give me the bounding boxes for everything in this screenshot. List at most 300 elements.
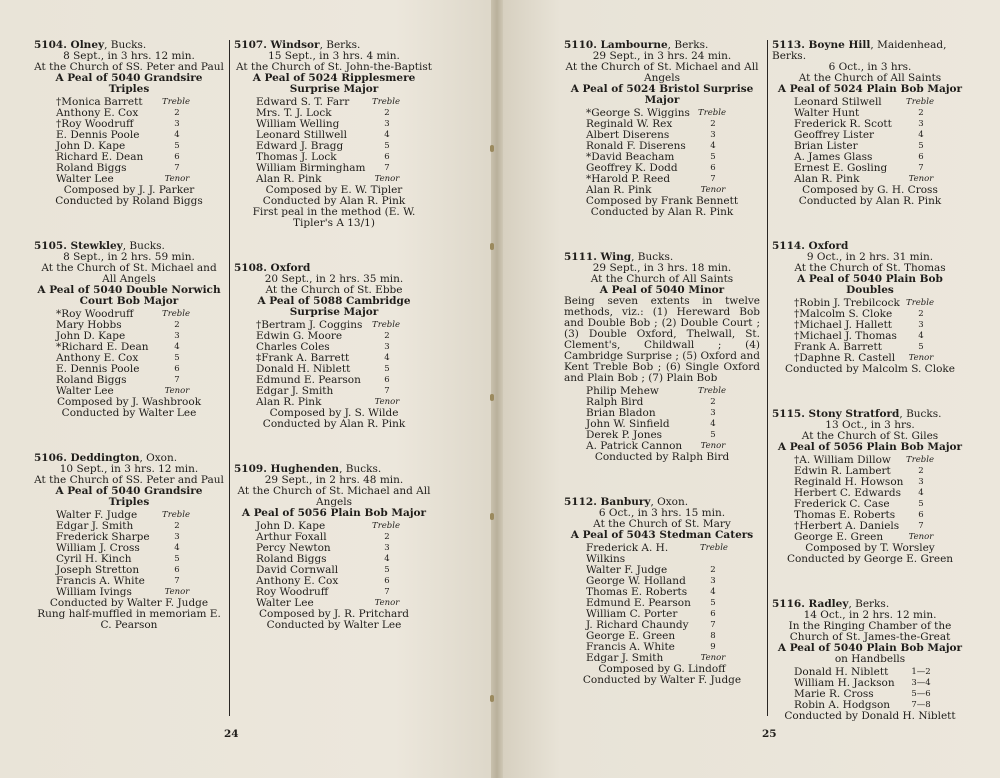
bell-number: 7 xyxy=(174,375,180,385)
bell-number: Treble xyxy=(162,309,190,319)
ringer-name: Frederick Sharpe xyxy=(56,531,150,543)
bell-number: 5 xyxy=(918,141,924,151)
peal-number: 5116. xyxy=(772,598,805,610)
ringer-name: Anthony E. Cox xyxy=(256,575,339,587)
bell-number: 4 xyxy=(174,130,180,140)
peal-church: At the Church of St. Thomas xyxy=(794,262,946,274)
bell-number: 4 xyxy=(918,130,924,140)
peal-note: Composed by J. J. Parker xyxy=(63,184,195,196)
bell-number: Tenor xyxy=(374,598,400,608)
peal-church: At the Church of St. Michael and All Angels xyxy=(565,61,759,84)
binding-stitch xyxy=(490,243,494,250)
ringer-name: *David Beacham xyxy=(586,151,675,163)
peal-county: , Bucks. xyxy=(339,463,382,475)
bell-number: 5 xyxy=(710,152,716,162)
peal-place: Oxford xyxy=(270,262,311,274)
bell-number: 7 xyxy=(710,620,716,630)
peal-entry xyxy=(772,40,968,207)
ringer-name: Walter F. Judge xyxy=(56,509,138,521)
bell-number: 6 xyxy=(710,163,716,173)
bell-number: Treble xyxy=(700,543,728,553)
peal-note: Composed by J. S. Wilde xyxy=(269,407,399,419)
peal-title: A Peal of 5040 Plain Bob Major xyxy=(777,642,963,654)
peal-heading xyxy=(772,40,968,62)
peal-entry xyxy=(564,497,760,686)
bell-number: 7 xyxy=(918,163,924,173)
right-page-column-2 xyxy=(772,40,968,756)
peal-date: 29 Sept., in 2 hrs. 48 min. xyxy=(264,474,404,486)
peal-note: Composed by G. H. Cross xyxy=(802,184,938,196)
peal-church: At the Church of St. Mary xyxy=(593,518,731,530)
peal-church: At the Church of All Saints xyxy=(798,72,942,84)
peal-date: 8 Sept., in 3 hrs. 12 min. xyxy=(63,50,195,62)
ringer-name: Walter Lee xyxy=(256,597,314,609)
ringer-name: Reginald H. Howson xyxy=(794,476,904,488)
ringer-name: Philip Mehew xyxy=(586,385,659,397)
column-rule xyxy=(229,40,230,716)
bell-number: 3 xyxy=(174,119,180,129)
ringer-list xyxy=(772,298,968,364)
ringer-name: Leonard Stillwell xyxy=(256,129,348,141)
right-page-column-1 xyxy=(564,40,760,720)
ringer-name: Ronald F. Diserens xyxy=(586,140,686,152)
bell-number: 5 xyxy=(384,141,390,151)
bell-number: 2 xyxy=(918,466,924,476)
ringer-name: Thomas E. Roberts xyxy=(586,586,688,598)
peal-date: 6 Oct., in 3 hrs. xyxy=(828,61,912,73)
bell-number: 4 xyxy=(384,353,390,363)
bell-number: 2 xyxy=(174,320,180,330)
ringer-name: *Richard E. Dean xyxy=(56,341,149,353)
ringer-name: Walter F. Judge xyxy=(586,564,668,576)
peal-place: Banbury xyxy=(600,496,651,508)
bell-number: 5 xyxy=(710,430,716,440)
bell-number: 5 xyxy=(710,598,716,608)
bell-number: 2 xyxy=(384,331,390,341)
bell-number: 5—6 xyxy=(911,689,931,699)
ringer-name: Ernest E. Gosling xyxy=(794,162,888,174)
ringer-list xyxy=(772,455,968,543)
bell-number: 4 xyxy=(710,419,716,429)
ringer-name: †Roy Woodruff xyxy=(56,118,134,130)
bell-number: Tenor xyxy=(164,174,190,184)
bell-number: 6 xyxy=(174,364,180,374)
ringer-name: A. Patrick Cannon xyxy=(586,440,683,452)
ringer-name: Francis A. White xyxy=(56,575,145,587)
peal-note: Conducted by Donald H. Niblett xyxy=(784,710,956,722)
ringer-name: Ralph Bird xyxy=(586,396,644,408)
peal-county: , Bucks. xyxy=(899,408,942,420)
ringer-name: Edmund E. Pearson xyxy=(586,597,691,609)
ringer-row xyxy=(564,543,760,565)
bell-number: Tenor xyxy=(374,397,400,407)
ringer-name: †Robin J. Trebilcock xyxy=(794,297,900,309)
ringer-name: Mrs. T. J. Lock xyxy=(256,107,332,119)
peal-note: Conducted by Walter Lee xyxy=(266,619,402,631)
ringer-list xyxy=(234,521,434,609)
peal-county: , Berks. xyxy=(667,39,709,51)
peal-number: 5113. xyxy=(772,39,805,51)
peal-church: At the Church of All Saints xyxy=(590,273,734,285)
ringer-name: William C. Porter xyxy=(586,608,678,620)
bell-number: 2 xyxy=(384,108,390,118)
ringer-name: John D. Kape xyxy=(56,330,126,342)
ringer-name: Frederick C. Case xyxy=(794,498,890,510)
bell-number: Treble xyxy=(698,108,726,118)
bell-number: 3 xyxy=(384,342,390,352)
ringer-name: Edmund E. Pearson xyxy=(256,374,361,386)
bell-number: 7 xyxy=(174,576,180,586)
peal-county: , Berks. xyxy=(848,598,890,610)
peal-date: 8 Sept., in 2 hrs. 59 min. xyxy=(63,251,195,263)
ringer-name: Frederick A. H. Wilkins xyxy=(586,542,669,565)
bell-number: 6 xyxy=(710,609,716,619)
ringer-name: Walter Lee xyxy=(56,173,114,185)
ringer-name: Roy Woodruff xyxy=(256,586,329,598)
ringer-name: William J. Cross xyxy=(56,542,140,554)
peal-note: Conducted by Alan R. Pink xyxy=(798,195,942,207)
ringer-name: Marie R. Cross xyxy=(794,688,874,700)
peal-place: Stony Stratford xyxy=(808,408,900,420)
ringer-name: Joseph Stretton xyxy=(56,564,140,576)
ringer-name: John W. Sinfield xyxy=(586,418,670,430)
peal-place: Lambourne xyxy=(600,39,668,51)
bell-number: 6 xyxy=(918,510,924,520)
binding-stitch xyxy=(490,695,494,702)
bell-number: Treble xyxy=(906,97,934,107)
bell-number: 7 xyxy=(174,163,180,173)
peal-county: , Berks. xyxy=(319,39,361,51)
bell-number: 5 xyxy=(384,364,390,374)
bell-number: Treble xyxy=(698,386,726,396)
ringer-name: Francis A. White xyxy=(586,641,675,653)
bell-number: 6 xyxy=(918,152,924,162)
ringer-list xyxy=(772,667,968,711)
peal-entry xyxy=(234,40,434,229)
ringer-name: William Birmingham xyxy=(256,162,366,174)
bell-number: 7 xyxy=(384,587,390,597)
ringer-name: †Daphne R. Castell xyxy=(794,352,896,364)
peal-entry xyxy=(34,241,224,419)
bell-number: 5 xyxy=(918,499,924,509)
peal-note: Composed by E. W. Tipler xyxy=(265,184,403,196)
ringer-name: Anthony E. Cox xyxy=(56,107,139,119)
peal-note: Conducted by Walter Lee xyxy=(61,407,197,419)
ringer-name: Roland Biggs xyxy=(256,553,327,565)
bell-number: 7 xyxy=(384,386,390,396)
peal-church: At the Church of SS. Peter and Paul xyxy=(34,474,224,486)
bell-number: 3 xyxy=(710,576,716,586)
ringer-name: George E. Green xyxy=(586,630,676,642)
peal-number: 5109. xyxy=(234,463,267,475)
peal-title: A Peal of 5040 Grandsire Triples xyxy=(55,485,203,508)
ringer-name: J. Richard Chaundy xyxy=(586,619,689,631)
ringer-name: John D. Kape xyxy=(56,140,126,152)
peal-number: 5115. xyxy=(772,408,805,420)
bell-number: 6 xyxy=(384,375,390,385)
bell-number: 5 xyxy=(174,141,180,151)
bell-number: Treble xyxy=(162,510,190,520)
ringer-name: Roland Biggs xyxy=(56,374,127,386)
ringer-name: Edwin R. Lambert xyxy=(794,465,891,477)
ringer-name: †Malcolm S. Cloke xyxy=(794,308,893,320)
peal-county: , Bucks. xyxy=(104,39,147,51)
ringer-name: Percy Newton xyxy=(256,542,331,554)
bell-number: 3 xyxy=(384,543,390,553)
peal-title: A Peal of 5024 Plain Bob Major xyxy=(777,83,963,95)
bell-number: 2 xyxy=(384,532,390,542)
ringer-list xyxy=(772,97,968,185)
ringer-name: Geoffrey K. Dodd xyxy=(586,162,678,174)
peal-entry xyxy=(34,453,224,631)
peal-place: Windsor xyxy=(270,39,320,51)
ringer-name: Cyril H. Kinch xyxy=(56,553,132,565)
ringer-name: A. James Glass xyxy=(794,151,873,163)
ringer-name: Charles Coles xyxy=(256,341,330,353)
peal-date: 29 Sept., in 3 hrs. 24 min. xyxy=(592,50,732,62)
peal-number: 5112. xyxy=(564,496,597,508)
bell-number: 9 xyxy=(710,642,716,652)
peal-place: Olney xyxy=(70,39,105,51)
bell-number: 2 xyxy=(174,108,180,118)
peal-number: 5114. xyxy=(772,240,805,252)
bell-number: 3—4 xyxy=(911,678,931,688)
bell-number: 3 xyxy=(918,119,924,129)
bell-number: Tenor xyxy=(700,441,726,451)
ringer-name: Brian Bladon xyxy=(586,407,656,419)
peal-date: 10 Sept., in 3 hrs. 12 min. xyxy=(59,463,199,475)
left-page-column-2 xyxy=(234,40,434,665)
bell-number: 3 xyxy=(918,477,924,487)
book-gutter xyxy=(491,0,503,778)
ringer-name: Edwin G. Moore xyxy=(256,330,343,342)
ringer-name: Roland Biggs xyxy=(56,162,127,174)
peal-note: Conducted by Roland Biggs xyxy=(55,195,203,207)
peal-note: Composed by J. Washbrook xyxy=(56,396,202,408)
peal-note: Conducted by Walter F. Judge xyxy=(582,674,742,686)
peal-note: Conducted by Malcolm S. Cloke xyxy=(785,363,955,375)
bell-number: 7 xyxy=(710,174,716,184)
ringer-name: ‡Frank A. Barrett xyxy=(256,352,350,364)
ringer-name: Alan R. Pink xyxy=(794,173,860,185)
ringer-name: †Michael J. Thomas xyxy=(794,330,897,342)
bell-number: Tenor xyxy=(908,532,934,542)
ringer-name: Brian Lister xyxy=(794,140,858,152)
bell-number: 7 xyxy=(384,163,390,173)
ringer-name: Robin A. Hodgson xyxy=(794,699,891,711)
ringer-name: Thomas J. Lock xyxy=(256,151,337,163)
bell-number: 3 xyxy=(710,408,716,418)
peal-note: Conducted by George E. Green xyxy=(786,553,954,565)
page-number-right: 25 xyxy=(762,728,777,740)
peal-number: 5111. xyxy=(564,251,597,263)
ringer-name: †Bertram J. Coggins xyxy=(256,319,363,331)
peal-date: 9 Oct., in 2 hrs. 31 min. xyxy=(806,251,934,263)
peal-place: Boyne Hill xyxy=(808,39,871,51)
peal-entry xyxy=(772,241,968,375)
bell-number: 4 xyxy=(710,587,716,597)
ringer-name: Albert Diserens xyxy=(586,129,670,141)
ringer-name: Walter Hunt xyxy=(794,107,860,119)
peal-note: Rung half-muffled in memoriam E. C. Pearson xyxy=(37,608,221,631)
peal-date: 20 Sept., in 2 hrs. 35 min. xyxy=(264,273,404,285)
bell-number: Treble xyxy=(372,320,400,330)
peal-place: Radley xyxy=(808,598,849,610)
peal-title: A Peal of 5043 Stedman Caters xyxy=(570,529,754,541)
peal-place: Stewkley xyxy=(70,240,123,252)
ringer-list xyxy=(234,320,434,408)
ringer-name: Alan R. Pink xyxy=(256,396,322,408)
peal-date: 14 Oct., in 2 hrs. 12 min. xyxy=(803,609,937,621)
ringer-name: George W. Holland xyxy=(586,575,686,587)
ringer-name: †Herbert A. Daniels xyxy=(794,520,900,532)
bell-number: 3 xyxy=(918,320,924,330)
peal-number: 5106. xyxy=(34,452,67,464)
bell-number: Tenor xyxy=(164,386,190,396)
bell-number: 6 xyxy=(174,565,180,575)
ringer-name: Reginald W. Rex xyxy=(586,118,673,130)
ringer-list xyxy=(34,97,224,185)
ringer-list xyxy=(234,97,434,185)
bell-number: 8 xyxy=(710,631,716,641)
bell-number: 4 xyxy=(918,331,924,341)
column-rule xyxy=(767,40,768,716)
peal-note: Composed by Frank Bennett xyxy=(585,195,739,207)
peal-church: At the Church of St. Ebbe xyxy=(265,284,403,296)
ringer-name: William Welling xyxy=(256,118,340,130)
bell-number: Tenor xyxy=(908,353,934,363)
peal-description: Being seven extents in twelve methods, viz.: (1) Hereward Bob and Double Bob ; (2) Double Court ; (3) Double Oxford, Thelwall, St. Clement's, Childwall ; (4) Cambridge Surprise ; (5) Oxford and Kent Treble Bob ; (6) Single Oxford and Plain Bob ; (7) Plain Bob xyxy=(564,295,761,384)
bell-number: 6 xyxy=(384,152,390,162)
ringer-name: Frank A. Barrett xyxy=(794,341,882,353)
page-number-left: 24 xyxy=(224,728,239,740)
ringer-name: E. Dennis Poole xyxy=(56,129,140,141)
bell-number: Tenor xyxy=(164,587,190,597)
ringer-name: Leonard Stilwell xyxy=(794,96,882,108)
peal-title: A Peal of 5056 Plain Bob Major xyxy=(241,507,427,519)
peal-county: , Bucks. xyxy=(122,240,165,252)
peal-number: 5105. xyxy=(34,240,67,252)
peal-entry xyxy=(564,40,760,218)
peal-place: Hughenden xyxy=(270,463,340,475)
ringer-list xyxy=(34,309,224,397)
peal-church: In the Ringing Chamber of the Church of St. James-the-Great xyxy=(788,620,952,643)
ringer-name: Edgar J. Smith xyxy=(586,652,664,664)
bell-number: 2 xyxy=(710,565,716,575)
bell-number: 4 xyxy=(710,141,716,151)
ringer-name: Alan R. Pink xyxy=(586,184,652,196)
ringer-name: Derek P. Jones xyxy=(586,429,663,441)
ringer-list xyxy=(34,510,224,598)
peal-county: , Oxon. xyxy=(650,496,689,508)
peal-note: First peal in the method (E. W. Tipler's A 13/1) xyxy=(252,206,416,229)
ringer-list xyxy=(564,543,760,664)
bell-number: 4 xyxy=(384,130,390,140)
peal-entry xyxy=(772,409,968,565)
peal-title: A Peal of 5040 Plain Bob Doubles xyxy=(797,273,943,296)
peal-county: , Bucks. xyxy=(631,251,674,263)
peal-number: 5110. xyxy=(564,39,597,51)
bell-number: 2 xyxy=(918,108,924,118)
peal-note: Conducted by Alan R. Pink xyxy=(590,206,734,218)
bell-number: 2 xyxy=(710,397,716,407)
peal-county: , Maidenhead, Berks. xyxy=(772,39,947,62)
ringer-list xyxy=(564,108,760,196)
ringer-name: Edward J. Bragg xyxy=(256,140,344,152)
peal-number: 5104. xyxy=(34,39,67,51)
bell-number: 1—2 xyxy=(911,667,931,677)
bell-number: 3 xyxy=(174,331,180,341)
peal-place: Wing xyxy=(600,251,632,263)
ringer-name: Richard E. Dean xyxy=(56,151,144,163)
bell-number: 4 xyxy=(384,554,390,564)
peal-church: At the Church of St. John-the-Baptist xyxy=(236,61,432,73)
peal-entry xyxy=(34,40,224,207)
ringer-name: Edgar J. Smith xyxy=(256,385,334,397)
bell-number: 4 xyxy=(174,342,180,352)
bell-number: 7—8 xyxy=(911,700,931,710)
peal-title: A Peal of 5024 Bristol Surprise Major xyxy=(570,83,754,106)
peal-date: 15 Sept., in 3 hrs. 4 min. xyxy=(268,50,400,62)
bell-number: Treble xyxy=(162,97,190,107)
peal-entry xyxy=(234,263,434,430)
bell-number: 4 xyxy=(174,543,180,553)
bell-number: Treble xyxy=(372,521,400,531)
ringer-name: *Harold P. Reed xyxy=(586,173,671,185)
ringer-name: †Michael J. Hallett xyxy=(794,319,893,331)
peal-date: 29 Sept., in 3 hrs. 18 min. xyxy=(592,262,732,274)
ringer-name: Alan R. Pink xyxy=(256,173,322,185)
bell-number: 3 xyxy=(384,119,390,129)
peal-entry xyxy=(772,599,968,722)
ringer-list xyxy=(564,386,760,452)
ringer-name: William H. Jackson xyxy=(794,677,895,689)
ringer-name: John D. Kape xyxy=(256,520,326,532)
ringer-name: Edgar J. Smith xyxy=(56,520,134,532)
peal-county: , Oxon. xyxy=(139,452,178,464)
peal-subtitle: on Handbells xyxy=(834,653,906,665)
ringer-name: *Roy Woodruff xyxy=(56,308,134,320)
ringer-name: E. Dennis Poole xyxy=(56,363,140,375)
peal-number: 5107. xyxy=(234,39,267,51)
bell-number: 6 xyxy=(384,576,390,586)
bell-number: Tenor xyxy=(908,174,934,184)
bell-number: 5 xyxy=(174,353,180,363)
bell-number: Treble xyxy=(372,97,400,107)
bell-number: Treble xyxy=(906,298,934,308)
bell-number: 6 xyxy=(174,152,180,162)
bell-number: Tenor xyxy=(374,174,400,184)
peal-note: Conducted by Walter F. Judge xyxy=(49,597,209,609)
bell-number: Tenor xyxy=(700,653,726,663)
ringer-name: Donald H. Niblett xyxy=(256,363,351,375)
peal-church: At the Church of St. Michael and All Angels xyxy=(41,262,217,285)
bell-number: 7 xyxy=(918,521,924,531)
ringer-name: †Monica Barrett xyxy=(56,96,143,108)
peal-church: At the Church of SS. Peter and Paul xyxy=(34,61,224,73)
left-page-column-1 xyxy=(34,40,224,665)
ringer-name: William Ivings xyxy=(56,586,132,598)
ringer-name: Walter Lee xyxy=(56,385,114,397)
ringer-name: †A. William Dillow xyxy=(794,454,891,466)
peal-number: 5108. xyxy=(234,262,267,274)
bell-number: 5 xyxy=(918,342,924,352)
bell-number: 2 xyxy=(174,521,180,531)
peal-title: A Peal of 5040 Double Norwich Court Bob Major xyxy=(37,284,221,307)
bell-number: 3 xyxy=(174,532,180,542)
ringer-name: George E. Green xyxy=(794,531,884,543)
bell-number: 4 xyxy=(918,488,924,498)
